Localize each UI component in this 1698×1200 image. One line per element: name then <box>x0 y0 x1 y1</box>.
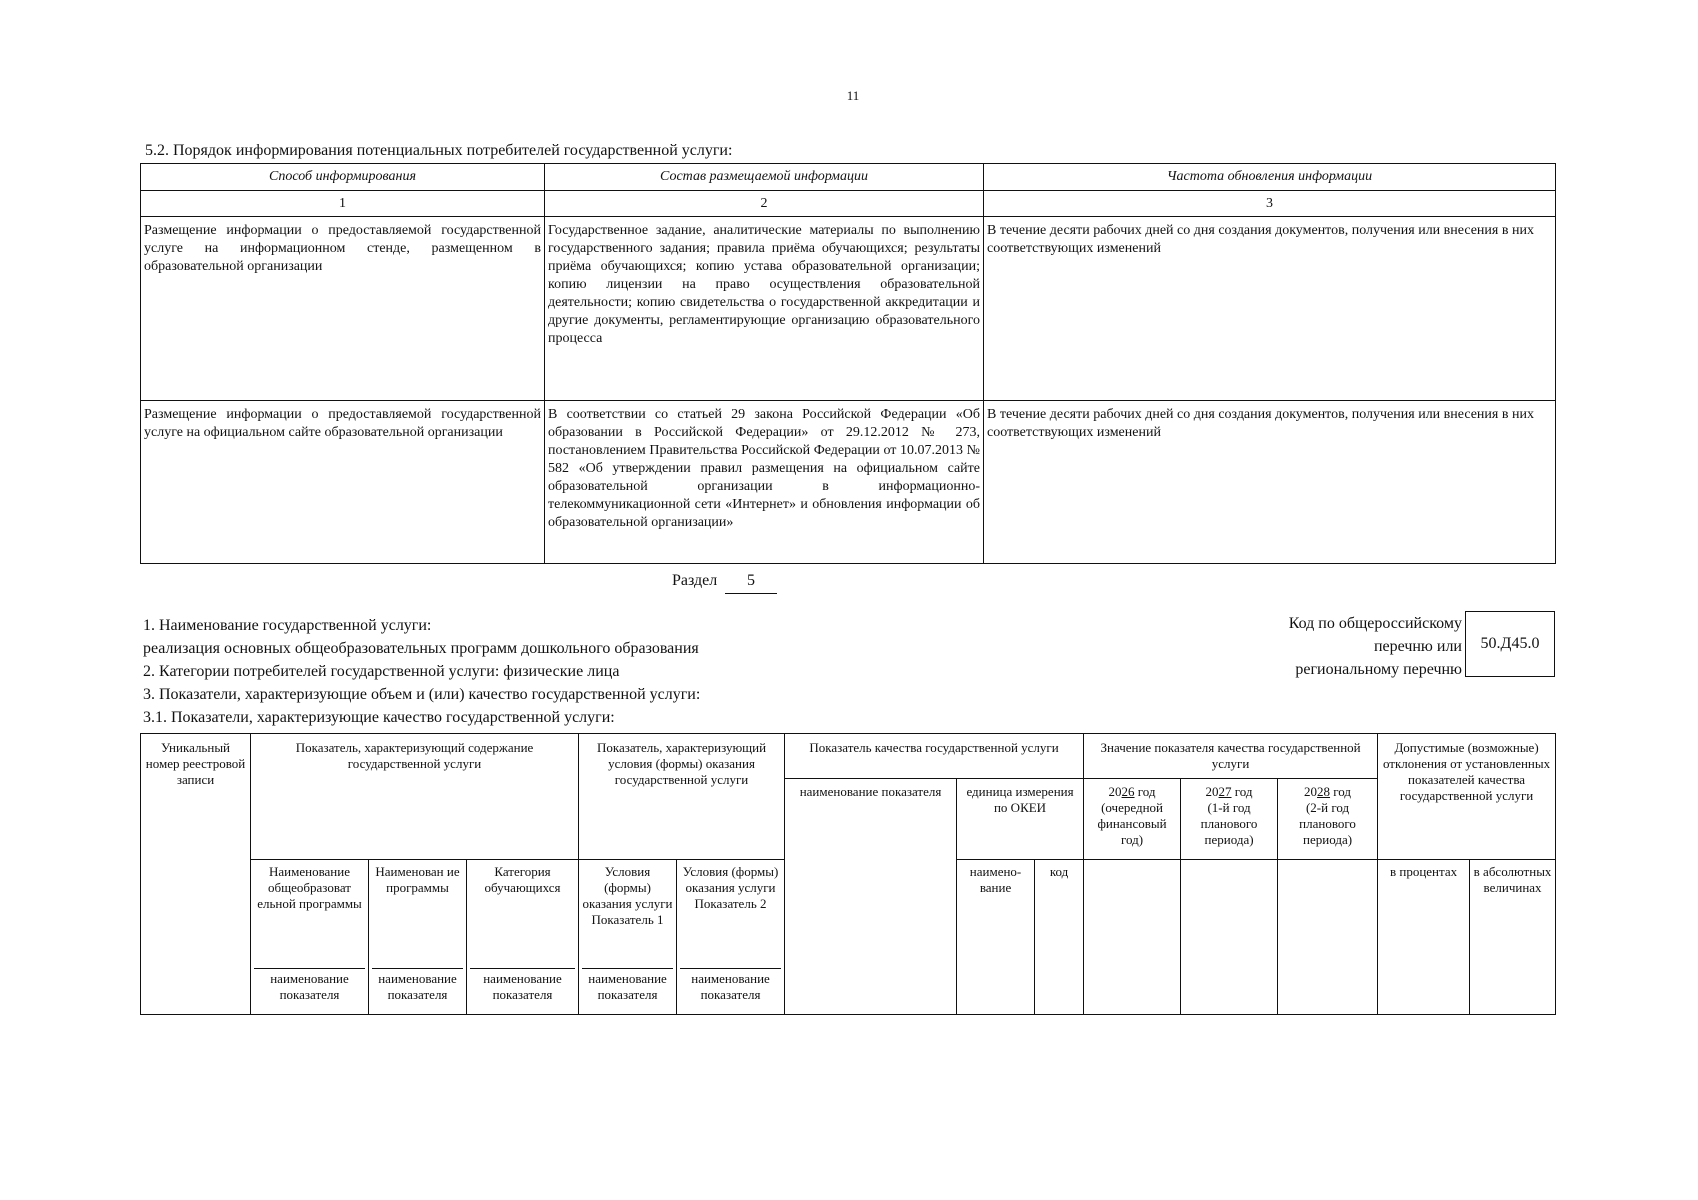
code-label-3: региональному перечню <box>1295 661 1462 678</box>
sub-col-condition-2: Условия (формы) оказания услуги Показатель 2 наименование показателя <box>677 860 785 1015</box>
year-3-value <box>1278 860 1378 1015</box>
section-5-2-heading: 5.2. Порядок информирования потенциальных потребителей государственной услуги: <box>145 142 733 159</box>
year-2-desc: (1-й год планового периода) <box>1200 800 1258 847</box>
year-1-desc: (очередной финансовый год) <box>1097 800 1167 847</box>
sub-col-program-general: Наименование общеобразоват ельной программы наименование показателя <box>251 860 369 1015</box>
year-1-number: 26 <box>1121 784 1135 799</box>
consumer-categories: 2. Категории потребителей государственной услуги: физические лица <box>143 663 620 680</box>
col-header-frequency: Частота обновления информации <box>984 164 1556 191</box>
col-registry: Уникальный номер реестровой записи <box>141 734 251 1015</box>
year-2-value <box>1181 860 1278 1015</box>
indicators-heading: 3. Показатели, характеризующие объем и (или) качество государственной услуги: <box>143 686 701 703</box>
quality-table <box>140 733 1556 1015</box>
row1-frequency: В течение десяти рабочих дней со дня создания документов, получения или внесения в них соответствующих изменений <box>984 217 1556 401</box>
row2-content: В соответствии со статьей 29 закона Российской Федерации «Об образовании в Российской Федерации» от 29.12.2012 № 273, постановлением Правительства Российской Федерации от 10.07.2013 № 582 «Об утверждении правил размещения на официальном сайте образовательной организации в информационно-телекоммуникационной сети «Интернет» и обновления информации об образовательной организации» <box>545 401 984 564</box>
col-deviation: Допустимые (возможные) отклонения от установленных показателей качества государственной услуги <box>1378 734 1556 860</box>
sub-col-program: Наименован ие программы наименование показателя <box>369 860 467 1015</box>
unit-code-header: код <box>1035 860 1084 1015</box>
deviation-percent-header: в процентах <box>1378 860 1470 1015</box>
unit-header: единица измерения по ОКЕИ <box>957 779 1084 860</box>
year-2-number: 27 <box>1218 784 1232 799</box>
unit-name-header: наимено-вание <box>957 860 1035 1015</box>
code-label-2: перечню или <box>1373 638 1462 655</box>
row2-frequency: В течение десяти рабочих дней со дня создания документов, получения или внесения в них соответствующих изменений <box>984 401 1556 564</box>
service-code-box <box>1465 611 1555 677</box>
informing-table <box>140 163 1556 564</box>
table-row <box>141 401 1556 564</box>
col-quality: Показатель качества государственной услуги <box>785 734 1084 779</box>
year-3-desc: (2-й год планового периода) <box>1299 800 1356 847</box>
col-header-method: Способ информирования <box>141 164 545 191</box>
year-3-number: 28 <box>1317 784 1331 799</box>
table-row <box>141 217 1556 401</box>
year-1-value <box>1084 860 1181 1015</box>
col-number-3: 3 <box>984 191 1556 217</box>
year-2-header: 2027 год (1-й год планового периода) <box>1181 779 1278 860</box>
col-header-content: Состав размещаемой информации <box>545 164 984 191</box>
sub-col-category: Категория обучающихся наименование показателя <box>467 860 579 1015</box>
quality-heading: 3.1. Показатели, характеризующие качество государственной услуги: <box>143 709 615 726</box>
code-label-1: Код по общероссийскому <box>1288 615 1462 632</box>
row1-content: Государственное задание, аналитические материалы по выполнению государственного задания; правила приёма обучающихся; результаты приёма обучающихся; копию устава образовательной организации; копию лицензии на право осуществления образовательной деятельности; копию свидетельства о государственной аккредитации и другие документы, регламентирующие организацию образовательного процесса <box>545 217 984 401</box>
page-number: 11 <box>846 88 860 103</box>
year-1-header: 2026 год (очередной финансовый год) <box>1084 779 1181 860</box>
row2-method: Размещение информации о предоставляемой государственной услуге на официальном сайте образовательной организации <box>141 401 545 564</box>
deviation-absolute-header: в абсолютных величинах <box>1470 860 1556 1015</box>
col-number-1: 1 <box>141 191 545 217</box>
section-number: 5 <box>725 572 777 594</box>
col-conditions: Показатель, характеризующий условия (формы) оказания государственной услуги <box>579 734 785 860</box>
col-number-2: 2 <box>545 191 984 217</box>
service-name-label: 1. Наименование государственной услуги: <box>143 617 432 634</box>
service-code: 50.Д45.0 <box>1480 635 1540 652</box>
sub-col-condition-1: Условия (формы) оказания услуги Показатель 1 наименование показателя <box>579 860 677 1015</box>
col-content: Показатель, характеризующий содержание государственной услуги <box>251 734 579 860</box>
service-name-value: реализация основных общеобразовательных программ дошкольного образования <box>143 640 699 657</box>
row1-method: Размещение информации о предоставляемой государственной услуге на информационном стенде, размещенном в образовательной организации <box>141 217 545 401</box>
indicator-name-header: наименование показателя <box>785 779 957 1015</box>
year-3-header: 2028 год (2-й год планового периода) <box>1278 779 1378 860</box>
section-label: Раздел <box>672 572 718 589</box>
col-values: Значение показателя качества государственной услуги <box>1084 734 1378 779</box>
